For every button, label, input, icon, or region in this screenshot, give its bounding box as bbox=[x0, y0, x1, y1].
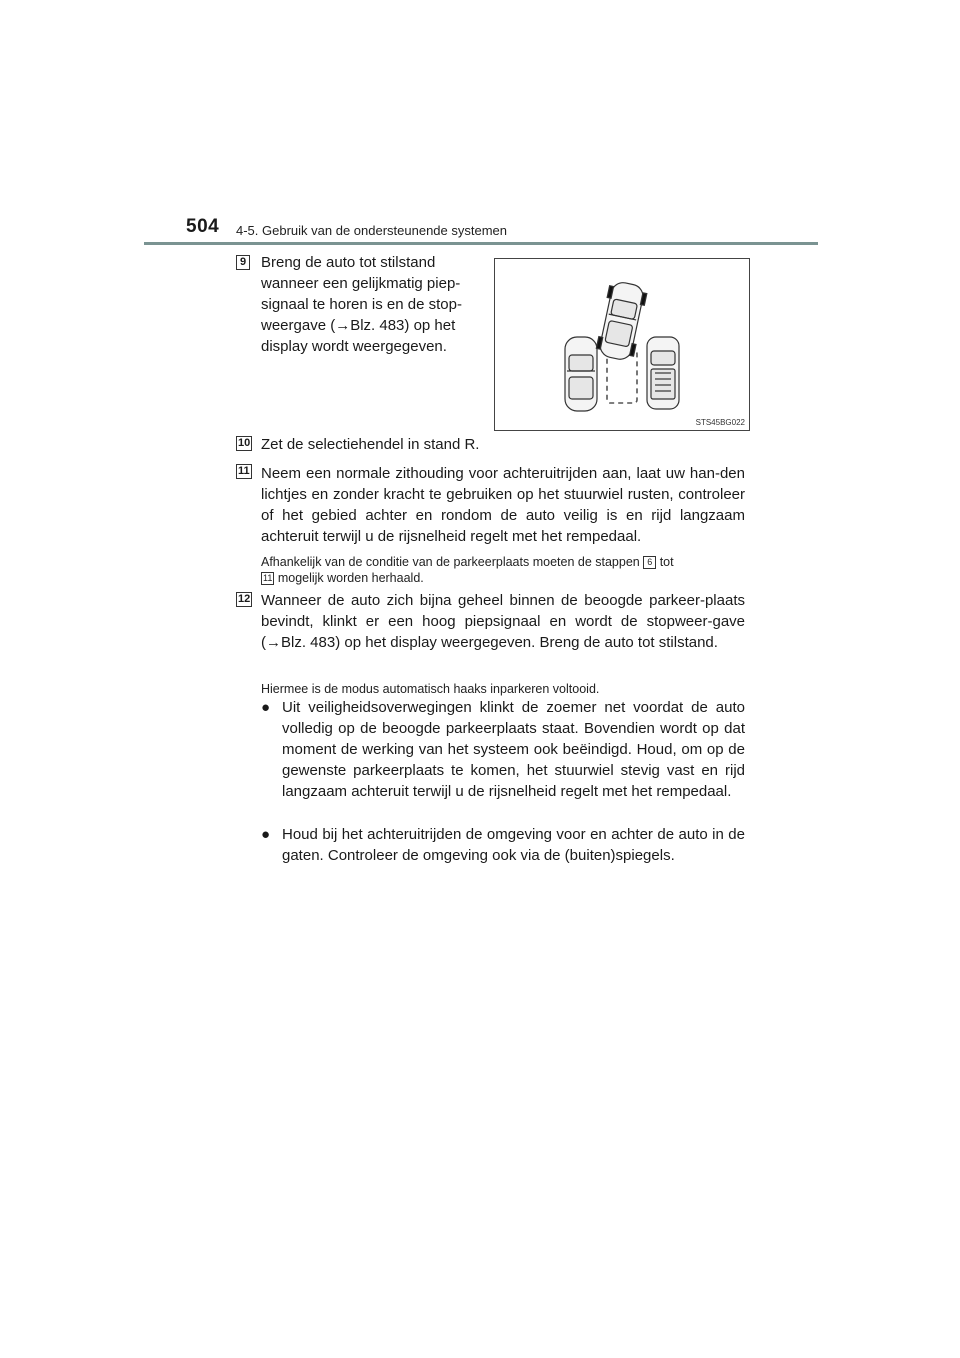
step-9-line: signaal te horen is en de stop- bbox=[261, 296, 462, 313]
parking-illustration bbox=[494, 258, 750, 431]
step-9-line: display wordt weergegeven. bbox=[261, 338, 447, 355]
maneuvering-car bbox=[595, 280, 648, 362]
step-9-line: weergave (→Blz. 483) op het bbox=[261, 317, 456, 334]
right-parked-car bbox=[647, 337, 679, 409]
step-badge-10: 10 bbox=[238, 437, 251, 449]
repeat-note-before: Afhankelijk van de conditie van de parkeerplaats moeten de stappen bbox=[261, 555, 640, 569]
step-badge-11: 11 bbox=[238, 465, 250, 477]
repeat-note-middle: tot bbox=[659, 555, 674, 569]
bullet-marker: ● bbox=[261, 699, 271, 716]
parking-diagram-svg bbox=[495, 259, 749, 430]
step-9-line: wanneer een gelijkmatig piep- bbox=[261, 275, 461, 292]
repeat-note-after: mogelijk worden herhaald. bbox=[277, 571, 424, 585]
inline-step-badge-11: 11 bbox=[263, 573, 273, 584]
completion-note: Hiermee is de modus automatisch haaks inparkeren voltooid. bbox=[261, 682, 600, 696]
step-badge-9: 9 bbox=[236, 255, 250, 270]
step-badge-12: 12 bbox=[238, 593, 251, 605]
step-9-line: Breng de auto tot stilstand bbox=[261, 254, 436, 271]
page-number: 504 bbox=[186, 216, 220, 237]
bullet-text-1: Uit veiligheidsoverwegingen klinkt de zoemer net voordat de auto volledig op de beoogde parkeerplaats staat. Bovendien wordt op dat moment de werking van het systeem ook beëindigd. Houd, om op de gewenste parkeerplaats te komen, het stuurwiel stevig vast en rijd langzaam achteruit terwijl u de rijsnelheid regelt met het rempedaal. bbox=[282, 699, 745, 800]
step-9-text bbox=[261, 252, 491, 357]
step-11-text: Neem een normale zithouding voor achteruitrijden aan, laat uw han-den lichtjes en zonder kracht te gebruiken op het stuurwiel rusten, controleer of het gebied achter en rondom de auto veilig is en rijd langzaam achteruit terwijl u de rijsnelheid regelt met het rempedaal. bbox=[261, 465, 745, 545]
section-title: 4-5. Gebruik van de ondersteunende systemen bbox=[236, 223, 508, 238]
header-rule bbox=[144, 242, 818, 245]
step-10-text: Zet de selectiehendel in stand R. bbox=[261, 436, 480, 453]
repeat-note bbox=[261, 554, 747, 586]
step-12-text: Wanneer de auto zich bijna geheel binnen de beoogde parkeer-plaats bevindt, klinkt er een hoog piepsignaal en wordt de stopweer-gave (→Blz. 483) op het display weergegeven. Breng de auto tot stilstand. bbox=[261, 592, 745, 651]
figure-code: STS45BG022 bbox=[695, 418, 745, 427]
left-parked-car bbox=[565, 337, 597, 411]
inline-step-badge-6: 6 bbox=[643, 556, 656, 569]
bullet-text-2: Houd bij het achteruitrijden de omgeving voor en achter de auto in de gaten. Controleer de omgeving ook via de (buiten)spiegels. bbox=[282, 826, 745, 864]
bullet-marker: ● bbox=[261, 826, 271, 843]
